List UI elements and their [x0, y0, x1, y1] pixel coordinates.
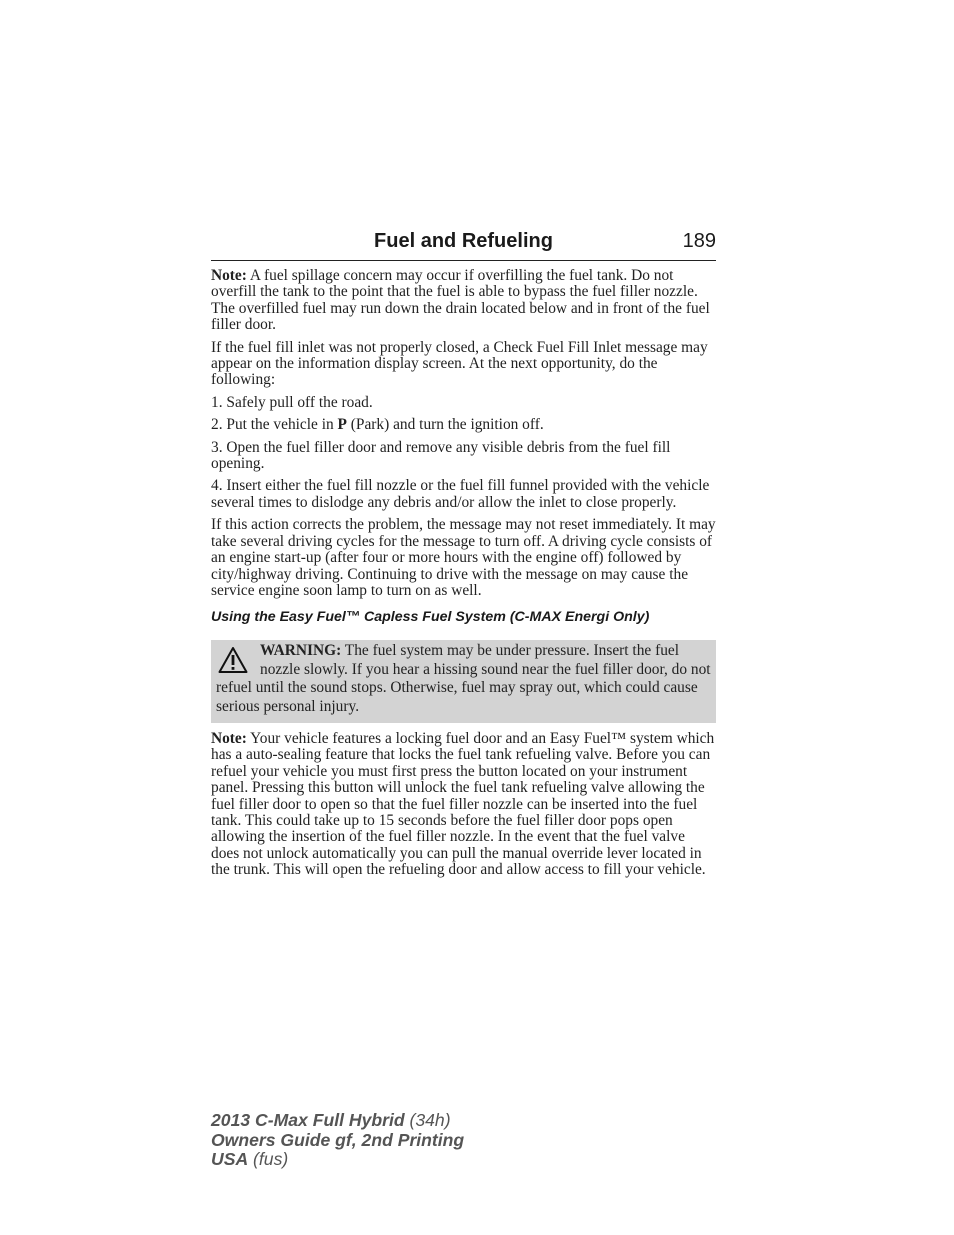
page-footer — [211, 1111, 464, 1170]
warning-triangle-icon — [218, 646, 248, 674]
page-header — [211, 228, 716, 261]
step-2-pre: 2. Put the vehicle in — [211, 416, 338, 434]
footer-line-1 — [211, 1111, 464, 1131]
easy-fuel-note-paragraph — [211, 731, 716, 879]
step-3: 3. Open the fuel filler door and remove any visible debris from the fuel fill opening. — [211, 438, 671, 473]
footer-model: 2013 C-Max Full Hybrid — [211, 1110, 405, 1130]
footer-model-code: (34h) — [404, 1110, 451, 1130]
footer-line-3 — [211, 1150, 464, 1170]
footer-line-2 — [211, 1131, 464, 1151]
step-2-post: (Park) and turn the ignition off. — [346, 416, 544, 434]
note-paragraph — [211, 268, 716, 334]
warning-label: WARNING: — [260, 641, 342, 659]
step-2 — [211, 417, 716, 433]
step-4: 4. Insert either the fuel fill nozzle or the fuel fill funnel provided with the vehicle several times to dislodge any debris and/or allow the inlet to close properly. — [211, 477, 710, 511]
chapter-title: Fuel and Refueling — [374, 230, 553, 252]
section-heading: Using the Easy Fuel™ Capless Fuel System (C-MAX Energi Only) — [211, 609, 650, 626]
note-text: A fuel spillage concern may occur if overfilling the fuel tank. Do not overfill the tank to the point that the fuel is able to bypass the fuel filler nozzle. The overfilled fuel may run down the drain located below and in front of the fuel filler door. — [211, 267, 710, 334]
intro-paragraph: If the fuel fill inlet was not properly closed, a Check Fuel Fill Inlet message may appear on the information display screen. At the next opportunity, do the following: — [211, 338, 708, 389]
step-1: 1. Safely pull off the road. — [211, 393, 373, 411]
footer-market: USA — [211, 1149, 249, 1169]
footer-guide: Owners Guide gf, 2nd Printing — [211, 1129, 465, 1150]
note-text: Your vehicle features a locking fuel door and an Easy Fuel™ system which has a auto-sealing feature that locks the fuel tank refueling valve. Before you can refuel your vehicle you must first press the button located on your instrument panel. Pressing this button will unlock the fuel tank refueling valve allowing the fuel filler door to open so that the fuel filler nozzle can be inserted into the fuel tank. This could take up to 15 seconds before the fuel filler door pops open allowing the insertion of the fuel filler nozzle. In the event that the fuel valve does not unlock automatically you can pull the manual override lever located in the trunk. This will open the refueling door and allow access to fill your vehicle. — [211, 729, 715, 879]
result-paragraph: If this action corrects the problem, the message may not reset immediately. It may take several driving cycles for the message to turn off. A driving cycle consists of an engine start-up (after four or more hours with the engine off) followed by city/highway driving. Continuing to drive with the message on may cause the service engine soon lamp to turn on as well. — [211, 516, 716, 599]
page-number: 189 — [682, 230, 716, 252]
note-label: Note: — [211, 267, 247, 284]
footer-market-code: (fus) — [248, 1149, 289, 1169]
note-label: Note: — [211, 729, 247, 747]
park-gear-label: P — [337, 416, 347, 434]
page-content — [211, 268, 716, 885]
warning-box — [211, 640, 716, 723]
warning-text: The fuel system may be under pressure. Insert the fuel nozzle slowly. If you hear a hissing sound near the fuel filler door, do not refuel until the sound stops. Otherwise, fuel may spray out, which could cause serious personal injury. — [216, 641, 711, 716]
